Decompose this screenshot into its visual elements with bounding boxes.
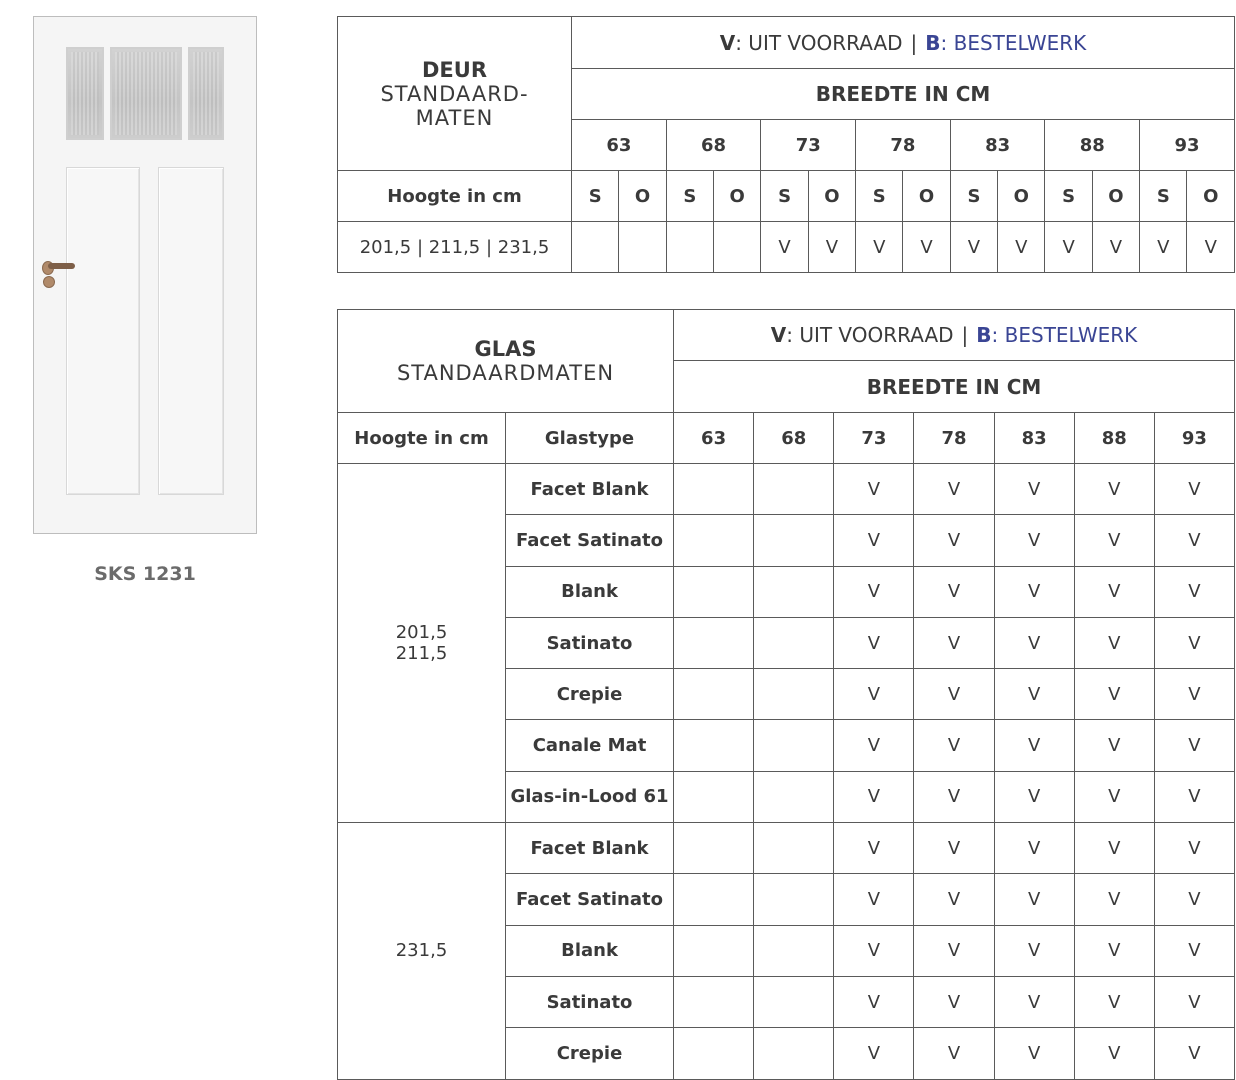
glas-type: Canale Mat (506, 720, 674, 771)
glas-cell (754, 874, 834, 925)
deur-cell: V (950, 222, 997, 273)
deur-width-68: 68 (666, 120, 761, 171)
glas-cell: V (994, 874, 1074, 925)
legend-separator: | (910, 30, 918, 55)
glas-cell: V (1074, 771, 1154, 822)
deur-legend (572, 17, 1235, 69)
glas-cell (754, 617, 834, 668)
glas-cell (754, 464, 834, 515)
legend-v-text: : UIT VOORRAAD (735, 30, 903, 55)
table-row (338, 823, 1235, 874)
glas-width-78: 78 (914, 413, 994, 464)
deur-cell: V (1092, 222, 1139, 273)
glas-type: Facet Satinato (506, 874, 674, 925)
table-row (338, 464, 1235, 515)
glas-type: Crepie (506, 1028, 674, 1079)
glas-cell: V (1154, 617, 1234, 668)
glas-cell: V (1074, 874, 1154, 925)
glas-type: Satinato (506, 617, 674, 668)
glas-width-83: 83 (994, 413, 1074, 464)
glas-cell: V (1154, 515, 1234, 566)
door-image (33, 16, 257, 534)
legend-b-key: B (976, 323, 992, 347)
glas-cell (674, 925, 754, 976)
glass-pane-middle (110, 47, 182, 140)
glas-cell (754, 720, 834, 771)
glas-cell: V (1074, 925, 1154, 976)
deur-cell: V (1045, 222, 1092, 273)
glas-cell: V (914, 515, 994, 566)
glas-type: Facet Satinato (506, 515, 674, 566)
glas-cell: V (994, 617, 1074, 668)
glas-width-73: 73 (834, 413, 914, 464)
glas-width-93: 93 (1154, 413, 1234, 464)
glas-cell: V (1154, 669, 1234, 720)
glas-height-value: 201,5 (395, 622, 448, 644)
glas-cell: V (994, 464, 1074, 515)
glas-cell: V (834, 1028, 914, 1079)
glas-cell (754, 515, 834, 566)
deur-cell: V (856, 222, 903, 273)
deur-row-height: 201,5 | 211,5 | 231,5 (338, 222, 572, 273)
deur-height-label: Hoogte in cm (338, 171, 572, 222)
deur-subcol: S (666, 171, 713, 222)
glas-legend (674, 310, 1235, 361)
deur-width-63: 63 (572, 120, 667, 171)
glas-cell: V (834, 925, 914, 976)
glas-cell: V (914, 669, 994, 720)
keyhole-icon (43, 276, 55, 288)
glas-cell (674, 1028, 754, 1079)
glas-cell (754, 925, 834, 976)
glas-cell: V (1074, 617, 1154, 668)
legend-b-text: : BESTELWERK (991, 323, 1138, 347)
deur-standard-sizes-table (337, 16, 1235, 273)
glas-cell: V (834, 566, 914, 617)
glas-cell (754, 771, 834, 822)
glas-cell (674, 976, 754, 1027)
glas-height-value: 211,5 (395, 643, 448, 665)
glas-height-value: 231,5 (395, 940, 448, 962)
deur-title-cell (338, 17, 572, 171)
glas-group-height (338, 464, 506, 823)
glas-cell: V (1154, 720, 1234, 771)
glas-cell: V (994, 771, 1074, 822)
glas-glastype-label: Glastype (506, 413, 674, 464)
glas-cell: V (1154, 823, 1234, 874)
glas-cell: V (914, 566, 994, 617)
glas-cell (674, 617, 754, 668)
glas-type: Blank (506, 566, 674, 617)
glas-cell (754, 823, 834, 874)
glas-cell: V (1154, 566, 1234, 617)
legend-v-key: V (770, 323, 787, 347)
glas-width-63: 63 (674, 413, 754, 464)
glas-cell: V (994, 976, 1074, 1027)
deur-width-93: 93 (1140, 120, 1235, 171)
glas-cell: V (914, 771, 994, 822)
deur-subcol: O (808, 171, 855, 222)
deur-subcol: O (619, 171, 666, 222)
deur-subcol: S (572, 171, 619, 222)
glas-cell: V (1154, 874, 1234, 925)
glas-width-88: 88 (1074, 413, 1154, 464)
glas-cell: V (914, 464, 994, 515)
legend-v-key: V (719, 30, 736, 55)
glas-cell: V (1154, 925, 1234, 976)
glas-cell: V (1154, 1028, 1234, 1079)
glass-pane-left (66, 47, 104, 140)
glas-cell: V (1074, 669, 1154, 720)
glas-cell: V (914, 976, 994, 1027)
glas-cell (674, 771, 754, 822)
deur-width-header: BREEDTE IN CM (572, 69, 1235, 120)
deur-subtitle-line-1: STANDAARD- (380, 81, 529, 106)
glas-type: Facet Blank (506, 823, 674, 874)
deur-subcol: O (998, 171, 1045, 222)
glas-cell (674, 823, 754, 874)
deur-cell: V (761, 222, 808, 273)
glas-cell: V (994, 823, 1074, 874)
glas-cell: V (994, 1028, 1074, 1079)
glas-cell (674, 464, 754, 515)
deur-subcol: O (1092, 171, 1139, 222)
legend-v-text: : UIT VOORRAAD (786, 323, 954, 347)
glas-group-height (338, 823, 506, 1079)
glas-cell (674, 720, 754, 771)
glas-cell (754, 976, 834, 1027)
glas-cell: V (914, 617, 994, 668)
deur-subcol: O (903, 171, 950, 222)
glas-cell: V (834, 823, 914, 874)
deur-subcol: S (1045, 171, 1092, 222)
glas-cell: V (914, 874, 994, 925)
glas-cell (754, 1028, 834, 1079)
glas-cell (674, 669, 754, 720)
deur-cell (714, 222, 761, 273)
glas-cell: V (994, 515, 1074, 566)
door-panel-left (66, 167, 140, 495)
deur-cell: V (903, 222, 950, 273)
glas-cell: V (914, 823, 994, 874)
glas-body (338, 464, 1235, 1080)
glas-type: Glas-in-Lood 61 (506, 771, 674, 822)
glas-cell: V (834, 771, 914, 822)
glas-cell (754, 669, 834, 720)
glas-cell: V (1074, 823, 1154, 874)
glas-type: Satinato (506, 976, 674, 1027)
deur-subcol: S (950, 171, 997, 222)
glas-cell: V (1154, 976, 1234, 1027)
glas-cell: V (834, 874, 914, 925)
glas-cell: V (1074, 515, 1154, 566)
glas-standard-sizes-table (337, 309, 1235, 1080)
glas-cell: V (994, 720, 1074, 771)
deur-cell: V (808, 222, 855, 273)
deur-cell: V (998, 222, 1045, 273)
deur-cell (619, 222, 666, 273)
glas-cell (674, 874, 754, 925)
glas-cell: V (1154, 771, 1234, 822)
deur-title: DEUR (422, 57, 487, 82)
glas-width-68: 68 (754, 413, 834, 464)
glas-cell (674, 515, 754, 566)
glas-cell: V (1074, 976, 1154, 1027)
deur-cell (666, 222, 713, 273)
glas-cell: V (1074, 1028, 1154, 1079)
glas-cell (674, 566, 754, 617)
door-panel-right (158, 167, 224, 495)
glas-cell: V (994, 566, 1074, 617)
deur-width-88: 88 (1045, 120, 1140, 171)
glas-type: Crepie (506, 669, 674, 720)
deur-subcol: S (1140, 171, 1187, 222)
deur-cell: V (1187, 222, 1235, 273)
glas-cell: V (994, 669, 1074, 720)
glas-cell: V (914, 925, 994, 976)
glas-cell: V (834, 617, 914, 668)
deur-subtitle-line-2: MATEN (415, 105, 494, 130)
glas-cell: V (1154, 464, 1234, 515)
glas-cell (754, 566, 834, 617)
deur-width-83: 83 (950, 120, 1045, 171)
glas-cell: V (914, 720, 994, 771)
legend-separator: | (961, 323, 969, 347)
deur-width-73: 73 (761, 120, 856, 171)
deur-cell (572, 222, 619, 273)
glas-cell: V (834, 976, 914, 1027)
glas-cell: V (1074, 566, 1154, 617)
glas-cell: V (834, 515, 914, 566)
door-leaf (33, 16, 257, 534)
glas-title-cell (338, 310, 674, 413)
glas-cell: V (994, 925, 1074, 976)
deur-cell: V (1140, 222, 1187, 273)
legend-b-text: : BESTELWERK (940, 30, 1087, 55)
product-name: SKS 1231 (94, 563, 196, 585)
glas-cell: V (1074, 720, 1154, 771)
glas-title: GLAS (474, 337, 537, 361)
deur-subcol: O (1187, 171, 1235, 222)
deur-subcol: O (714, 171, 761, 222)
glas-subtitle: STANDAARDMATEN (396, 361, 615, 385)
deur-subcol: S (856, 171, 903, 222)
glas-width-header: BREEDTE IN CM (674, 361, 1235, 413)
legend-b-key: B (925, 30, 941, 55)
glas-cell: V (834, 464, 914, 515)
deur-width-78: 78 (856, 120, 951, 171)
glas-cell: V (834, 669, 914, 720)
glas-cell: V (914, 1028, 994, 1079)
deur-row (338, 222, 1235, 273)
deur-subcol: S (761, 171, 808, 222)
glass-pane-right (188, 47, 224, 140)
glas-type: Blank (506, 925, 674, 976)
glas-height-label: Hoogte in cm (338, 413, 506, 464)
glas-cell: V (1074, 464, 1154, 515)
glas-cell: V (834, 720, 914, 771)
door-handle-icon (48, 263, 75, 269)
glas-type: Facet Blank (506, 464, 674, 515)
